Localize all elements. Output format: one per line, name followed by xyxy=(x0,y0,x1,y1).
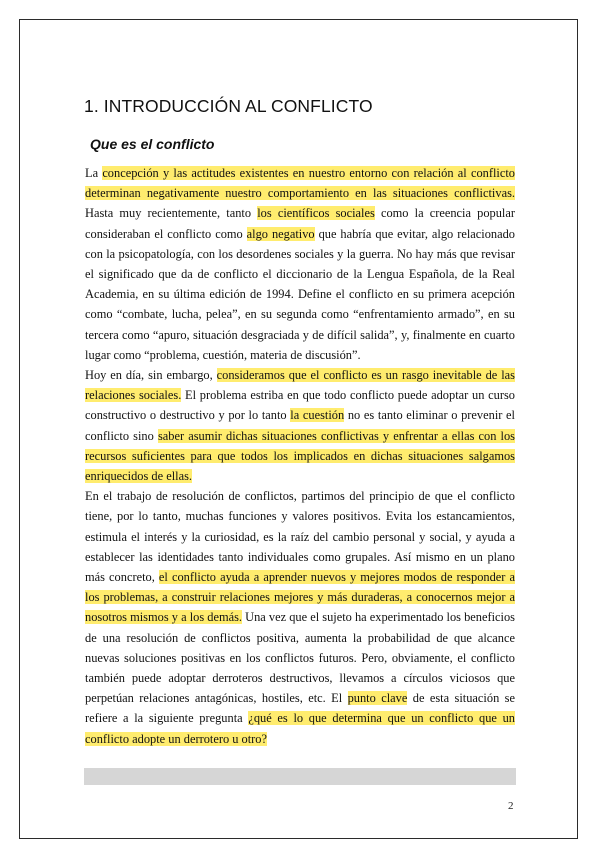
highlighted-text: concepción y las actitudes existentes en nuestro entorno con relación al conflicto determinan negativamente nuestro comportamiento en las situaciones conflictivas. xyxy=(85,166,515,201)
highlighted-text: algo negativo xyxy=(246,226,315,241)
section-subtitle: Que es el conflicto xyxy=(90,136,215,152)
text-run: En el trabajo de resolución de conflictos, partimos del principio de que el conflicto tiene, por lo tanto, muchas funciones y valores positivos. Evita los estancamientos, estimula el interés y la curiosidad, es la raíz del cambio personal y social, y ayuda a establecer las identidades tanto individuales como grupales. Así mismo en un plano más concreto, xyxy=(85,489,515,585)
section-title: 1. INTRODUCCIÓN AL CONFLICTO xyxy=(84,96,373,116)
highlighted-text: ¿qué es lo que determina que un conflicto que un conflicto adopte un derrotero u otro? xyxy=(85,711,515,746)
footer-gray-bar xyxy=(84,768,516,785)
highlighted-text: los científicos sociales xyxy=(257,206,375,221)
highlighted-text: punto clave xyxy=(347,691,408,706)
paragraph xyxy=(85,365,515,486)
text-run: El problema estriba en que todo conflicto puede adoptar un curso constructivo o destructivo y por lo tanto xyxy=(85,388,515,423)
text-run: Hasta muy recientemente, tanto xyxy=(85,206,258,221)
text-run: que habría que evitar, algo relacionado con la psicopatología, con los desordenes sociales y la guerra. No hay más que revisar el significado que da de conflicto el diccionario de la Lengua Española, de la Real Academia, en su última edición de 1994. Define el conflicto en su primera acepción como “combate, lucha, pelea”, en su segunda como “enfrentamiento armado”, en su tercera como “apuro, situación desgraciada y de difícil salida”, y, finalmente en cuarto lugar como “problema, cuestión, materia de discusión”. xyxy=(85,226,515,362)
text-run: de esta situación se refiere a la siguiente pregunta xyxy=(85,691,515,726)
page-number: 2 xyxy=(508,800,514,812)
document-page xyxy=(19,19,578,839)
highlighted-text: la cuestión xyxy=(290,408,345,423)
text-run: La xyxy=(85,166,103,180)
highlighted-text: consideramos que el conflicto es un rasgo inevitable de las relaciones sociales. xyxy=(85,368,515,403)
text-run: no es tanto eliminar o prevenir el conflicto sino xyxy=(85,408,515,443)
text-run: como la creencia popular consideraban el conflicto como xyxy=(85,206,515,241)
highlighted-text: el conflicto ayuda a aprender nuevos y mejores modos de responder a los problemas, a construir relaciones mejores y más duraderas, a conocernos mejor a nosotros mismos y a los demás. xyxy=(85,570,515,625)
text-run: Una vez que el sujeto ha experimentado los beneficios de una resolución de conflictos positiva, aumenta la probabilidad de que alcance nuevas soluciones positivas en los conflictos futuros. Pero, obviamente, el conflicto también puede adoptar derroteros destructivos, llevamos a círculos viciosos que perpetúan relaciones antagónicas, hostiles, etc. El xyxy=(85,610,516,706)
body-text xyxy=(85,163,515,749)
text-run: Hoy en día, sin embargo, xyxy=(85,368,217,383)
highlighted-text: saber asumir dichas situaciones conflictivas y enfrentar a ellas con los recursos suficientes para que todos los implicados en dichas situaciones salgamos enriquecidos de ellas. xyxy=(85,428,515,484)
paragraph xyxy=(85,486,515,749)
paragraph xyxy=(85,163,515,365)
